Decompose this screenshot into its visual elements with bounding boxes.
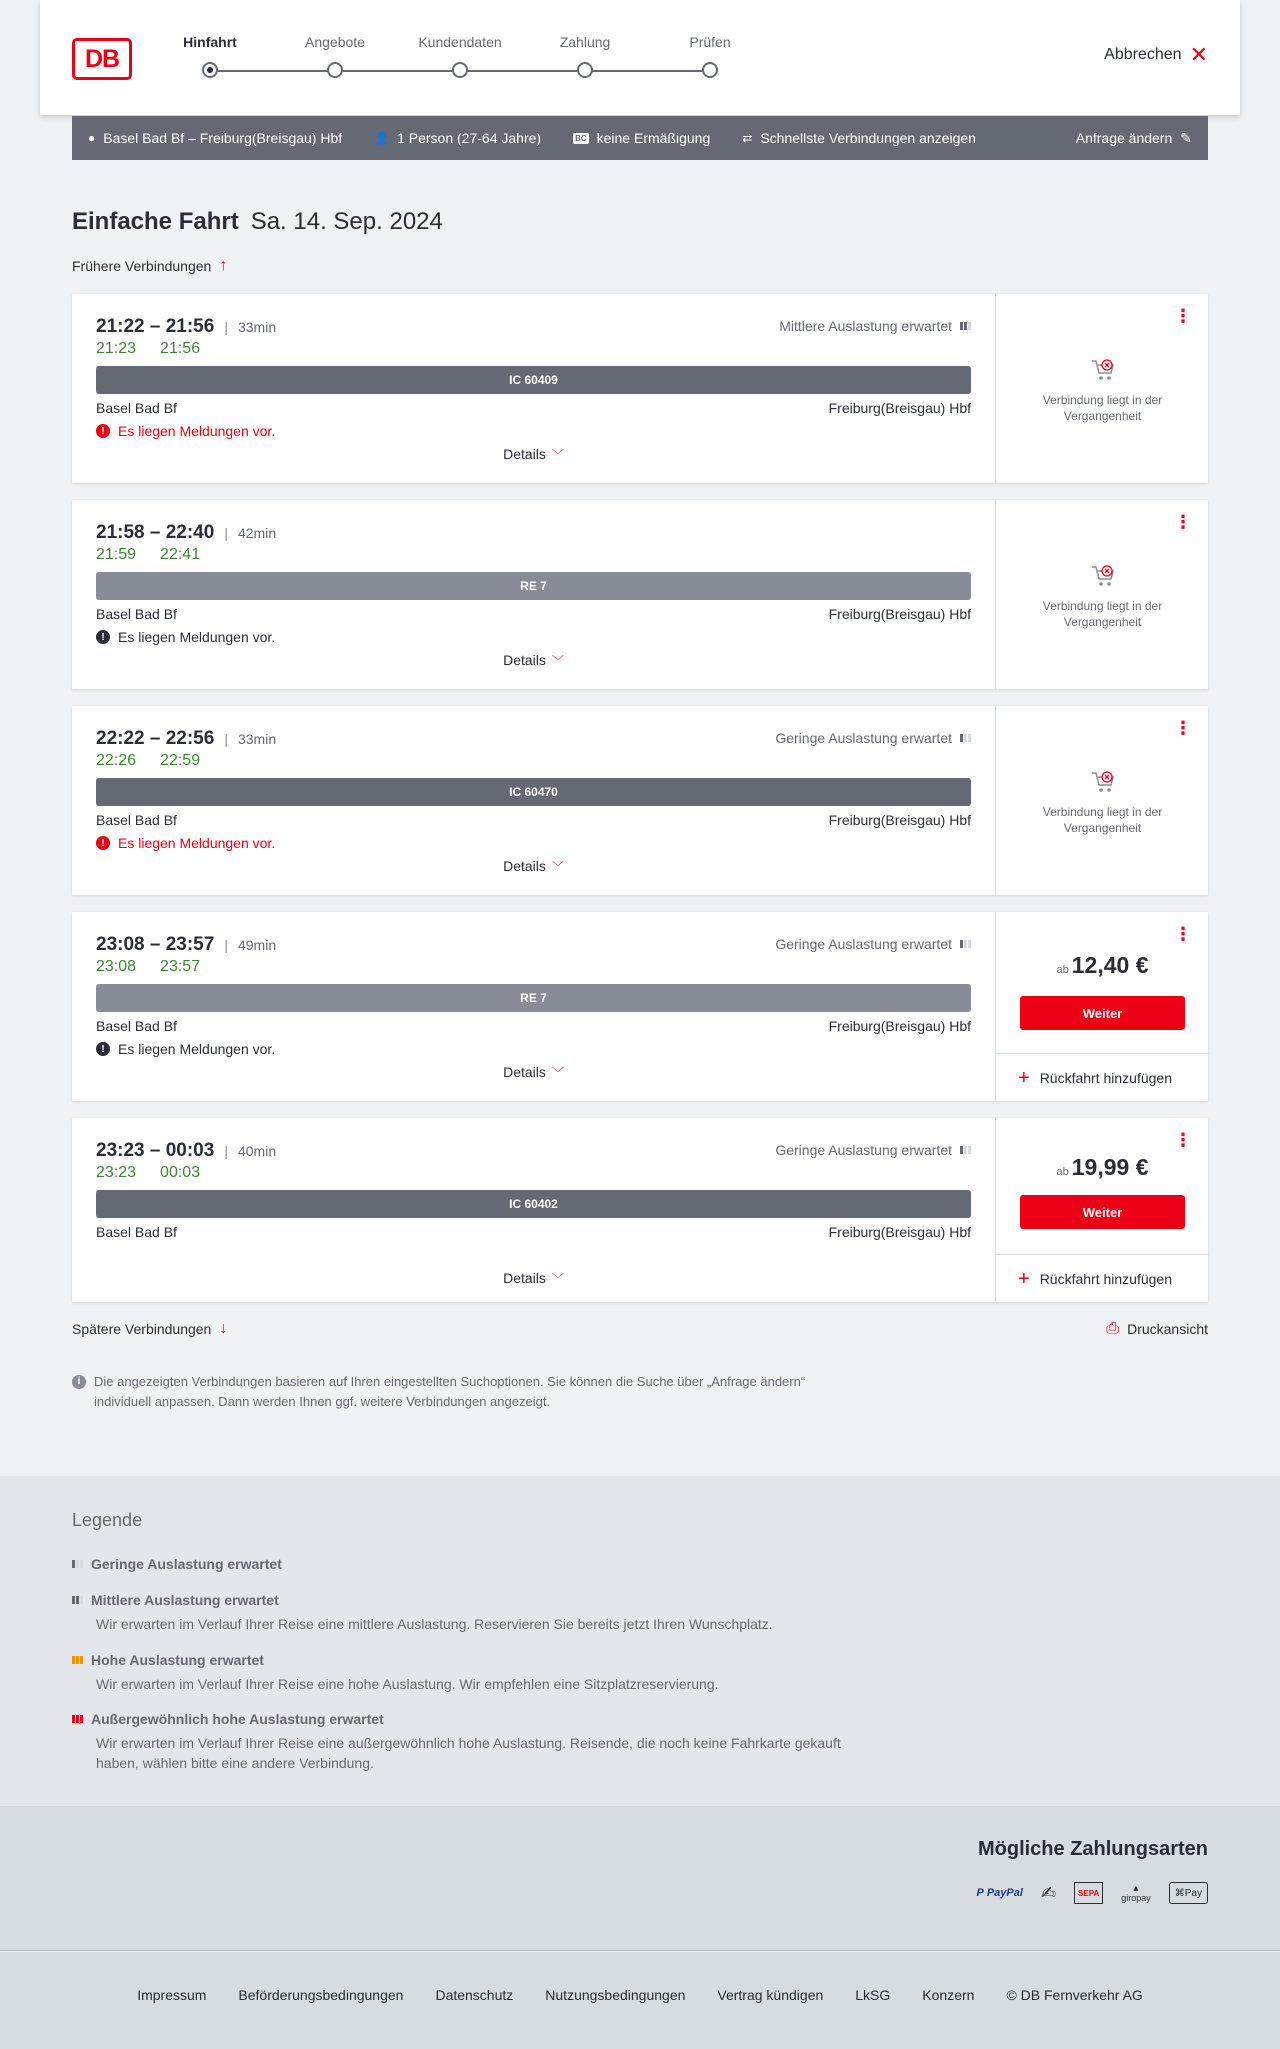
db-logo[interactable]: DB — [72, 38, 132, 80]
plus-icon: + — [1018, 1066, 1030, 1089]
train-bar[interactable]: RE 7 — [96, 984, 971, 1012]
connection-card — [72, 706, 1208, 895]
apple-pay-icon: ⌘ Pay — [1169, 1882, 1208, 1904]
footer-links — [0, 1987, 1280, 2003]
details-toggle[interactable]: Details ﹀ — [503, 446, 564, 462]
step-dot — [577, 62, 593, 78]
legend-item: Hohe Auslastung erwartet Wir erwarten im Verlauf Ihrer Reise eine hohe Auslastung. Wir empfehlen eine Sitzplatzreservierung. — [72, 1652, 852, 1694]
step-angebote: Angebote — [285, 32, 385, 78]
progress-stepper — [180, 32, 731, 92]
earlier-connections-link[interactable]: Frühere Verbindungen ↑ — [72, 257, 228, 274]
past-connection-note: Verbindung liegt in der Vergangenheit — [996, 770, 1209, 836]
step-hinfahrt[interactable]: Hinfahrt — [160, 32, 260, 78]
summary-fastest: ⇄ Schnellste Verbindungen anzeigen — [742, 130, 976, 146]
step-dot — [702, 62, 718, 78]
continue-button[interactable]: Weiter — [1020, 1195, 1185, 1229]
legend-item: Geringe Auslastung erwartet — [72, 1556, 852, 1572]
arrow-down-icon: ↓ — [219, 1320, 228, 1337]
notice-message: ! Es liegen Meldungen vor. — [96, 835, 275, 851]
legend-item: Mittlere Auslastung erwartet Wir erwarten im Verlauf Ihrer Reise eine mittlere Auslastung. Reservieren Sie bereits jetzt Ihren Wunschplatz. — [72, 1592, 852, 1634]
realtime-times: 21:59 22:41 — [96, 546, 201, 563]
occupancy-indicator: Geringe Auslastung erwartet — [775, 730, 971, 746]
cart-unavailable-icon — [1090, 358, 1116, 382]
summary-route: ● Basel Bad Bf – Freiburg(Breisgau) Hbf — [88, 130, 343, 146]
alert-icon: ! — [96, 630, 110, 644]
add-return-button[interactable]: + Rückfahrt hinzufügen — [996, 1254, 1209, 1302]
step-dot-active — [202, 62, 218, 78]
notice-message: ! Es liegen Meldungen vor. — [96, 423, 275, 439]
location-pin-icon: ● — [88, 131, 96, 145]
footer-link-datenschutz[interactable]: Datenschutz — [435, 1987, 514, 2003]
connection-details: 21:22 – 21:56 | 33min 21:23 21:56 Mittlere Auslastung erwartet IC 60409 Basel Bad Bf Freiburg(Breisgau) Hbf ! Es liegen Meldungen vor. Details ﹀ — [72, 294, 995, 483]
alert-icon: ! — [96, 836, 110, 850]
footer-link-impressum[interactable]: Impressum — [137, 1987, 207, 2003]
info-icon: i — [72, 1375, 86, 1389]
close-icon: ✕ — [1189, 42, 1208, 67]
realtime-times: 21:23 21:56 — [96, 340, 201, 357]
cart-unavailable-icon — [1090, 564, 1116, 588]
footer — [0, 1952, 1280, 2049]
details-toggle[interactable]: Details ﹀ — [503, 1270, 564, 1286]
connection-details: 23:23 – 00:03 | 40min 23:23 00:03 Geringe Auslastung erwartet IC 60402 Basel Bad Bf Freiburg(Breisgau) Hbf Details ﹀ — [72, 1118, 995, 1302]
printer-icon: ⎙ — [1106, 1320, 1120, 1337]
price-panel — [995, 1118, 1208, 1302]
occupancy-low-icon — [72, 1560, 83, 1568]
price-panel — [995, 500, 1208, 689]
header — [40, 0, 1240, 115]
footer-link-vertrag-kuendigen[interactable]: Vertrag kündigen — [717, 1987, 824, 2003]
alert-icon: ! — [96, 1042, 110, 1056]
past-connection-note: Verbindung liegt in der Vergangenheit — [996, 564, 1209, 630]
footer-link-lksg[interactable]: LkSG — [855, 1987, 891, 2003]
sepa-icon: SEPA — [1074, 1882, 1103, 1904]
chevron-down-icon: ﹀ — [551, 860, 564, 874]
travel-date: Sa. 14. Sep. 2024 — [250, 208, 443, 235]
page-title: Einfache Fahrt Sa. 14. Sep. 2024 — [72, 208, 443, 235]
step-dot — [327, 62, 343, 78]
occupancy-indicator: Geringe Auslastung erwartet — [775, 1142, 971, 1158]
cancel-button[interactable]: Abbrechen ✕ — [1104, 42, 1208, 67]
occupancy-medium-icon — [960, 322, 971, 330]
print-view-link[interactable]: ⎙ Druckansicht — [1106, 1320, 1208, 1337]
legend-item: Außergewöhnlich hohe Auslastung erwartet Wir erwarten im Verlauf Ihrer Reise eine außergewöhnlich hohe Auslastung. Reisende, die noch keine Fahrkarte gekauft haben, wählen bitte eine andere Verbindung. — [72, 1711, 852, 1773]
details-toggle[interactable]: Details ﹀ — [503, 858, 564, 874]
past-connection-note: Verbindung liegt in der Vergangenheit — [996, 358, 1209, 424]
price: ab 19,99 € — [1056, 1154, 1149, 1180]
chevron-down-icon: ﹀ — [551, 1272, 564, 1286]
more-options-icon[interactable]: ⋮ — [1174, 512, 1192, 532]
connection-details: 21:58 – 22:40 | 42min 21:59 22:41 RE 7 Basel Bad Bf Freiburg(Breisgau) Hbf ! Es liegen Meldungen vor. Details ﹀ — [72, 500, 995, 689]
train-bar[interactable]: IC 60470 — [96, 778, 971, 806]
paypal-icon: P PayPal — [976, 1887, 1023, 1899]
notice-message: ! Es liegen Meldungen vor. — [96, 629, 275, 645]
train-bar[interactable]: IC 60409 — [96, 366, 971, 394]
notice-message: ! Es liegen Meldungen vor. — [96, 1041, 275, 1057]
price-panel — [995, 706, 1208, 895]
plus-icon: + — [1018, 1267, 1030, 1290]
footer-link-konzern[interactable]: Konzern — [922, 1987, 975, 2003]
step-zahlung: Zahlung — [535, 32, 635, 78]
connection-card — [72, 294, 1208, 483]
legend-section — [0, 1476, 1280, 1806]
legend-title: Legende — [72, 1510, 143, 1530]
more-options-icon[interactable]: ⋮ — [1174, 718, 1192, 738]
train-bar[interactable]: RE 7 — [96, 572, 971, 600]
pencil-icon: ✎ — [1180, 129, 1192, 146]
arrow-up-icon: ↑ — [219, 257, 228, 274]
footer-copyright: © DB Fernverkehr AG — [1006, 1987, 1143, 2003]
later-connections-link[interactable]: Spätere Verbindungen ↓ — [72, 1320, 228, 1337]
connection-details: 22:22 – 22:56 | 33min 22:26 22:59 Geringe Auslastung erwartet IC 60470 Basel Bad Bf Freiburg(Breisgau) Hbf ! Es liegen Meldungen vor. Details ﹀ — [72, 706, 995, 895]
footer-link-nutzungsbedingungen[interactable]: Nutzungsbedingungen — [545, 1987, 686, 2003]
price: ab 12,40 € — [1056, 952, 1149, 978]
bahncard-icon: BC — [575, 133, 587, 143]
realtime-times: 23:23 00:03 — [96, 1164, 201, 1181]
chevron-down-icon: ﹀ — [551, 1066, 564, 1080]
summary-discount: BC keine Ermäßigung — [575, 130, 711, 146]
footer-link-befoerderungsbedingungen[interactable]: Beförderungsbedingungen — [238, 1987, 404, 2003]
details-toggle[interactable]: Details ﹀ — [503, 652, 564, 668]
more-options-icon[interactable]: ⋮ — [1174, 924, 1192, 944]
card-hand-icon: ✍ — [1040, 1882, 1057, 1903]
connection-card — [72, 500, 1208, 689]
realtime-times: 23:08 23:57 — [96, 958, 201, 975]
connection-card — [72, 912, 1208, 1101]
occupancy-exceptional-icon — [72, 1715, 83, 1723]
summary-persons: 👤 1 Person (27-64 Jahre) — [374, 130, 542, 146]
price-panel — [995, 294, 1208, 483]
continue-button[interactable]: Weiter — [1020, 996, 1185, 1030]
train-bar[interactable]: IC 60402 — [96, 1190, 971, 1218]
step-pruefen: Prüfen — [660, 32, 760, 78]
alert-icon: ! — [96, 424, 110, 438]
edit-request-button[interactable]: Anfrage ändern ✎ — [1075, 129, 1192, 146]
payment-methods-section — [0, 1806, 1280, 1951]
giropay-icon: ▲ giropay — [1121, 1883, 1151, 1903]
occupancy-indicator: Geringe Auslastung erwartet — [775, 936, 971, 952]
occupancy-low-icon — [960, 1146, 971, 1154]
details-toggle[interactable]: Details ﹀ — [503, 1064, 564, 1080]
occupancy-indicator: Mittlere Auslastung erwartet — [779, 318, 971, 334]
occupancy-medium-icon — [72, 1596, 83, 1604]
person-icon: 👤 — [374, 131, 390, 145]
info-note: i Die angezeigten Verbindungen basieren auf Ihren eingestellten Suchoptionen. Sie können die Suche über „Anfrage ändern“ individuell anpassen. Dann werden Ihnen ggf. weitere Verbindungen angezeigt. — [72, 1372, 852, 1412]
more-options-icon[interactable]: ⋮ — [1174, 1130, 1192, 1150]
occupancy-high-icon — [72, 1656, 83, 1664]
connection-details: 23:08 – 23:57 | 49min 23:08 23:57 Geringe Auslastung erwartet RE 7 Basel Bad Bf Freiburg(Breisgau) Hbf ! Es liegen Meldungen vor. Details ﹀ — [72, 912, 995, 1101]
occupancy-low-icon — [960, 940, 971, 948]
occupancy-low-icon — [960, 734, 971, 742]
payment-title: Mögliche Zahlungsarten — [977, 1838, 1208, 1860]
step-dot — [452, 62, 468, 78]
step-kundendaten: Kundendaten — [410, 32, 510, 78]
more-options-icon[interactable]: ⋮ — [1174, 306, 1192, 326]
realtime-times: 22:26 22:59 — [96, 752, 201, 769]
cart-unavailable-icon — [1090, 770, 1116, 794]
swap-arrows-icon: ⇄ — [742, 131, 753, 145]
price-panel — [995, 912, 1208, 1101]
search-summary-bar — [72, 116, 1208, 160]
add-return-button[interactable]: + Rückfahrt hinzufügen — [996, 1053, 1209, 1101]
chevron-down-icon: ﹀ — [551, 654, 564, 668]
connection-card — [72, 1118, 1208, 1302]
chevron-down-icon: ﹀ — [551, 448, 564, 462]
